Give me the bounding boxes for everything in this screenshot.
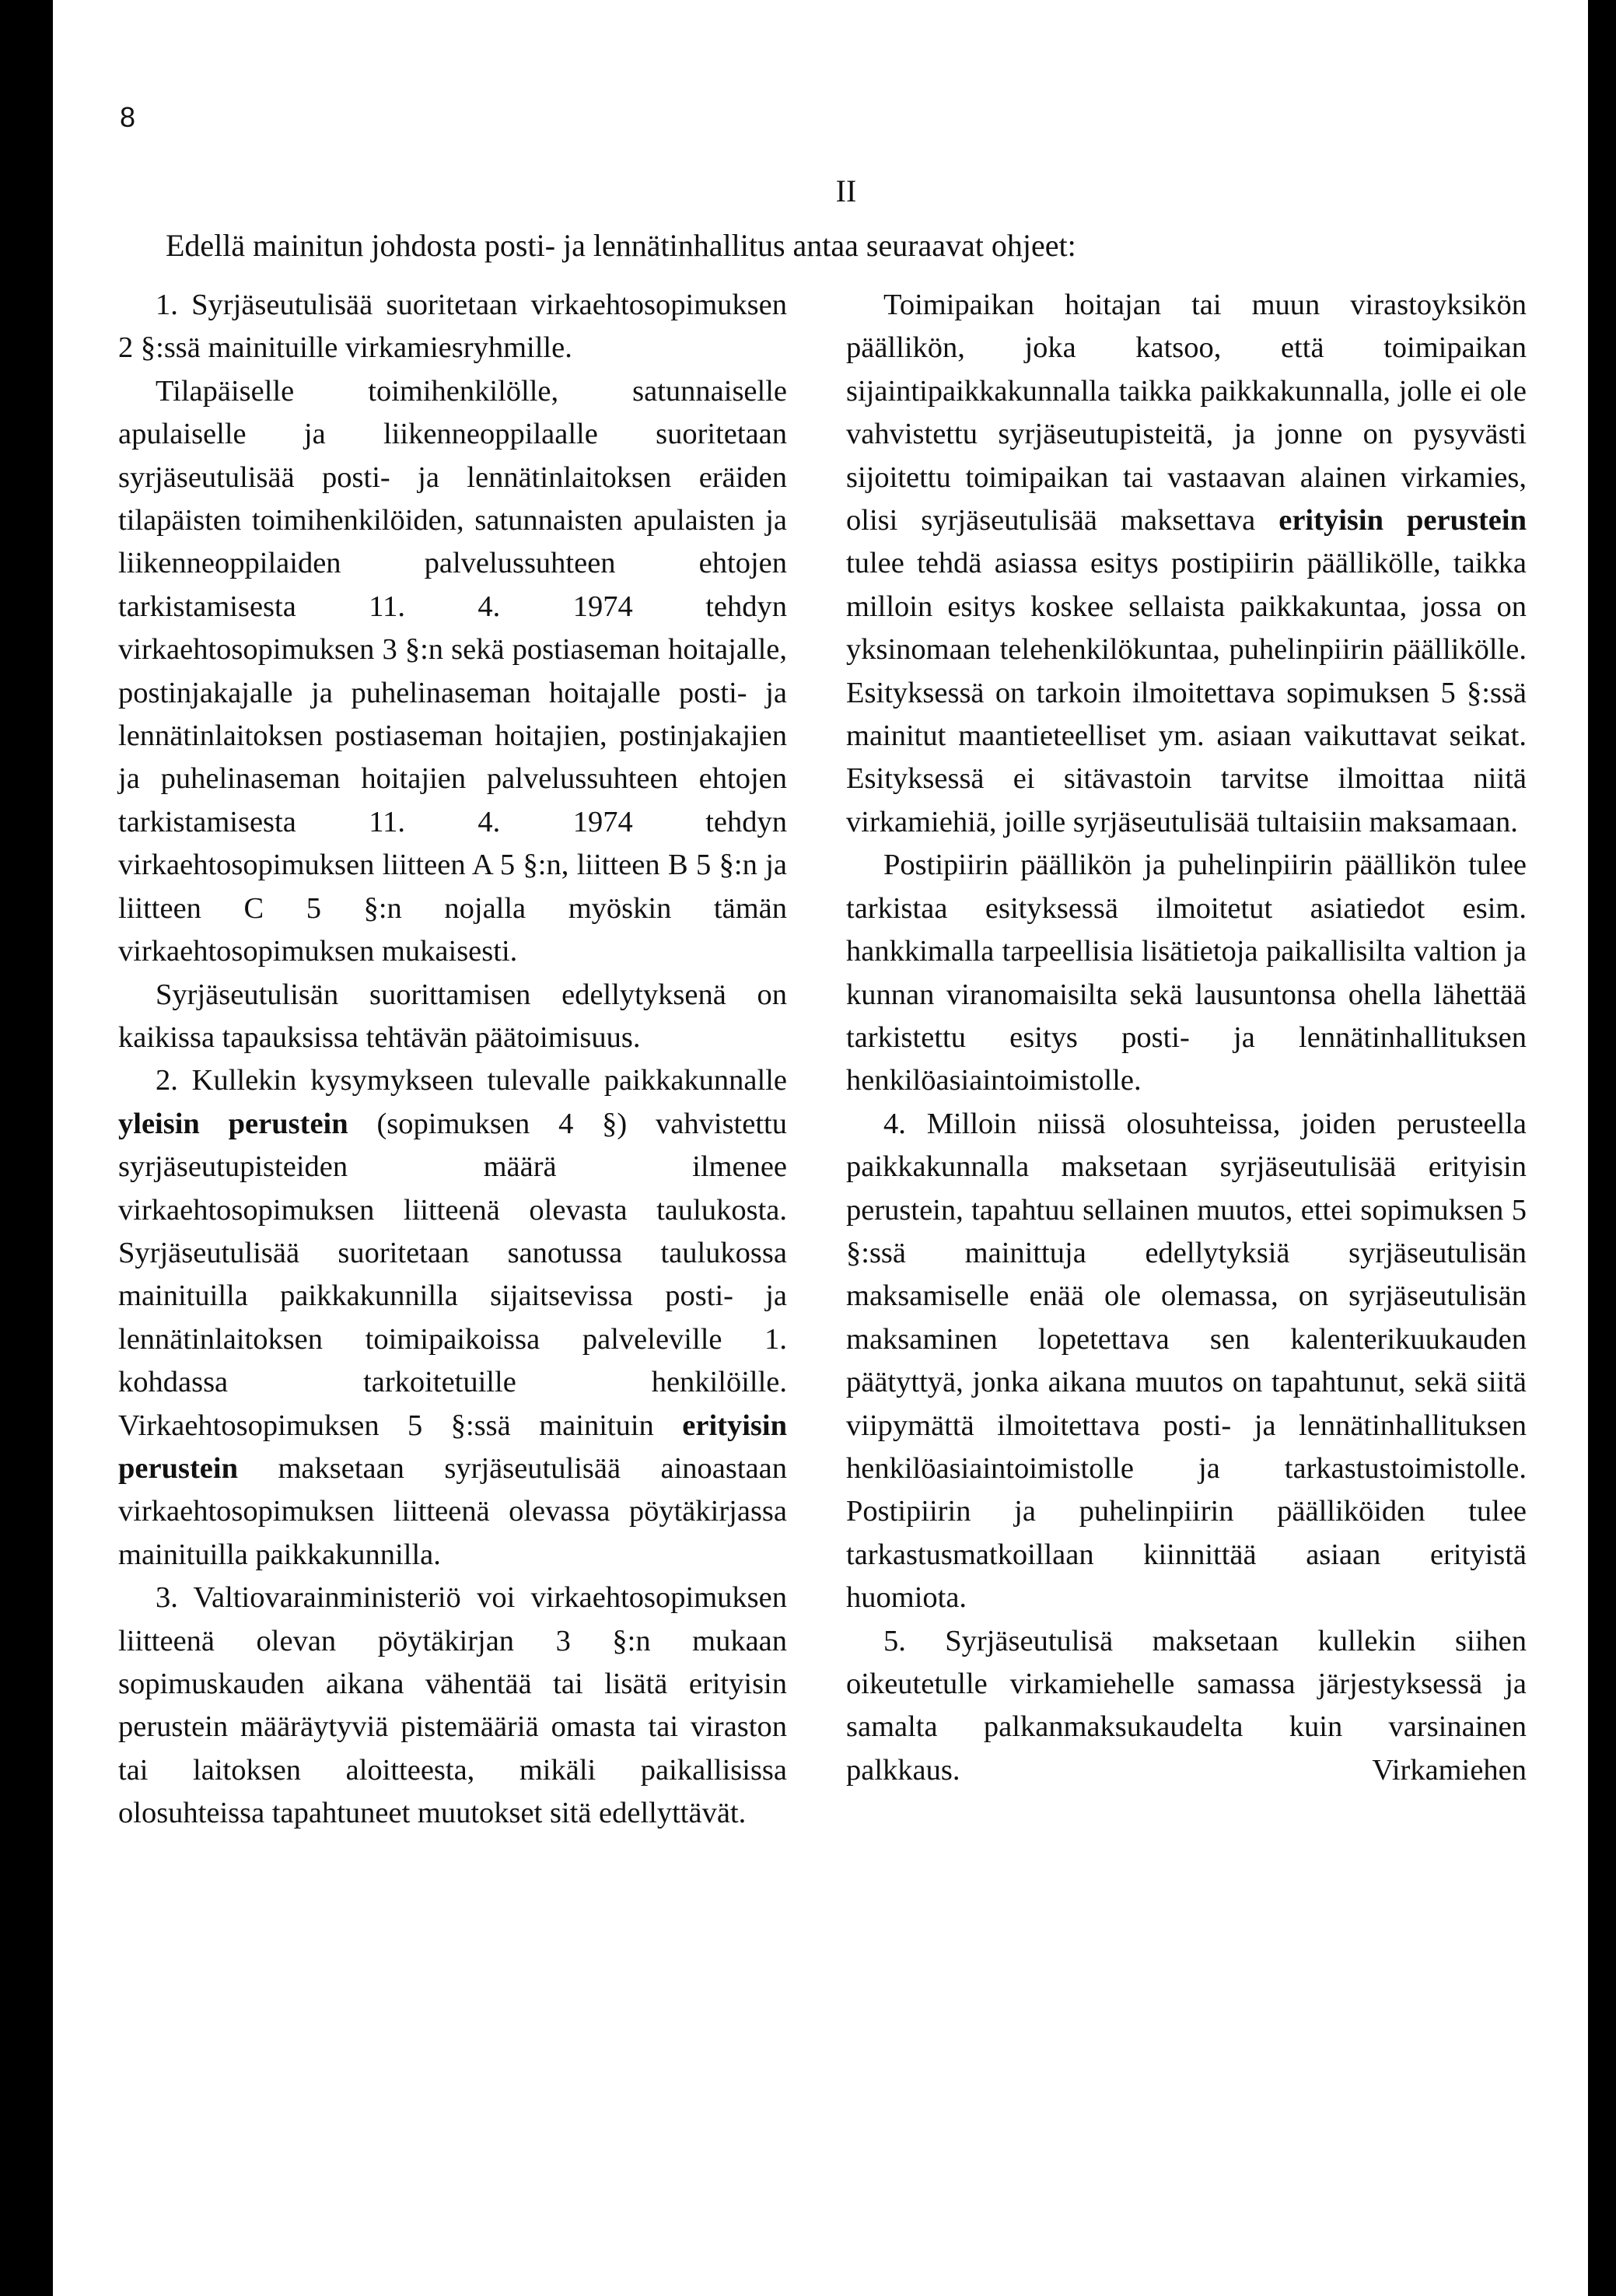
paragraph-6-text-a: Toimipaikan hoitajan tai muun virastoyksikön päällikön, joka katsoo, että toimipaikan sijaintipaikkakunnalla taikka paikkakunnalla, jolle ei ole vahvistettu syrjäseutupisteitä, ja jonne on pysyvästi sijoitettu toimipaikan tai vastaavan alainen virkamies, olisi syrjäseutulisää maksettava [846,289,1527,537]
paragraph-8: 4. Milloin niissä olosuhteissa, joiden perusteella paikkakunnalla maksetaan syrjäseutulisää erityisin perustein, tapahtuu sellainen muutos, ettei sopimuksen 5 §:ssä mainittuja edellytyksiä syrjäseutulisän maksamiselle enää ole olemassa, on syrjäseutulisän maksaminen lopetettava sen kalenterikuukauden päätyttyä, jonka aikana muutos on tapahtunut, sekä siitä viipymättä ilmoitettava posti- ja lennätinhallituksen henkilöasiaintoimistolle ja tarkastustoimistolle. Postipiirin ja puhelinpiirin päälliköiden tulee tarkastusmatkoillaan kiinnittää asiaan erityistä huomiota. [846,1107,1527,1615]
paragraph-7: Postipiirin päällikön ja puhelinpiirin päällikön tulee tarkistaa esityksessä ilmoitetut asiatiedot esim. hankkimalla tarpeellisia lisätietoja paikallisilta valtion ja kunnan viranomaisilta sekä lausuntonsa ohella lähettää tarkistettu esitys posti- ja lennätinhallituksen henkilöasiaintoimistolle. [846,849,1527,1097]
paragraph-6 [846,284,1527,844]
document-page [53,0,1588,2296]
paragraph-4-text-c: maksetaan syrjäseutulisää ainoastaan virkaehtosopimuksen liitteenä olevassa pöytäkirjassa mainituilla paikkakunnilla. [118,1451,787,1571]
paragraph-9: 5. Syrjäseutulisä maksetaan kullekin siihen oikeutetulle virkamiehelle samassa järjestyksessä ja samalta palkanmaksukaudelta kuin varsinainen palkkaus. Virkamiehen [846,1624,1527,1787]
section-number: II [835,173,857,208]
paragraph-6-text-b: tulee tehdä asiassa esitys postipiirin päällikölle, taikka milloin esitys koskee sellaista paikkakuntaa, jossa on yksinomaan telehenkilökuntaa, puhelinpiirin päällikölle. Esityksessä on tarkoin ilmoitettava sopimuksen 5 §:ssä mainitut maantieteelliset ym. asiaan vaikuttavat seikat. Esityksessä ei sitävastoin tarvitse ilmoittaa niitä virkamiehiä, joille syrjäseutulisää tultaisiin maksamaan. [846,547,1527,838]
paragraph-4-text-a: 2. Kullekin kysymykseen tulevalle paikkakunnalle [156,1064,787,1097]
intro-line: Edellä mainitun johdosta posti- ja lennätinhallitus antaa seuraavat ohjeet: [166,228,1076,263]
paragraph-3: Syrjäseutulisän suorittamisen edellytyksenä on kaikissa tapauksissa tehtävän päätoimisuus. [118,978,787,1054]
paragraph-5: 3. Valtiovarainministeriö voi virkaehtosopimuksen liitteenä olevan pöytäkirjan 3 §:n mukaan sopimuskauden aikana vähentää tai lisätä erityisin perustein määräytyviä pistemääriä omasta tai viraston tai laitoksen aloitteesta, mikäli paikallisissa olosuhteissa tapahtuneet muutokset sitä edellyttävät. [118,1581,787,1830]
paragraph-4-text-b: (sopimuksen 4 §) vahvistettu syrjäseutupisteiden määrä ilmenee virkaehtosopimuksen liitteenä olevasta taulukosta. Syrjäseutulisää suoritetaan sanotussa taulukossa mainituilla paikkakunnilla sijaitsevissa posti- ja lennätinlaitoksen toimipaikoissa palveleville 1. kohdassa tarkoitetuille henkilöille. Virkaehtosopimuksen 5 §:ssä mainituin [118,1107,787,1442]
paragraph-4-bold-a: yleisin perustein [118,1107,348,1140]
paragraph-2: Tilapäiselle toimihenkilölle, satunnaiselle apulaiselle ja liikenneoppilaalle suoritetaan syrjäseutulisää posti- ja lennätinlaitoksen eräiden tilapäisten toimihenkilöiden, satunnaisten apulaisten ja liikenneoppilaiden palvelussuhteen ehtojen tarkistamisesta 11. 4. 1974 tehdyn virkaehtosopimuksen 3 §:n sekä postiaseman hoitajalle, postinjakajalle ja puhelinaseman hoitajalle posti- ja lennätinlaitoksen postiaseman hoitajien, postinjakajien ja puhelinaseman hoitajien palvelussuhteen ehtojen tarkistamisesta 11. 4. 1974 tehdyn virkaehtosopimuksen liitteen A 5 §:n, liitteen B 5 §:n ja liitteen C 5 §:n nojalla myöskin tämän virkaehtosopimuksen mukaisesti. [118,374,787,968]
paragraph-4-bold-b: erityisin perustein [118,1409,787,1485]
paragraph-6-bold: erityisin perustein [1278,504,1527,537]
left-column [118,284,787,1836]
paragraph-4 [118,1059,787,1577]
page-number: 8 [120,101,136,133]
paragraph-1: 1. Syrjäseutulisää suoritetaan virkaehtosopimuksen 2 §:ssä mainituille virkamiesryhmille. [118,289,787,365]
right-column [846,284,1527,1792]
